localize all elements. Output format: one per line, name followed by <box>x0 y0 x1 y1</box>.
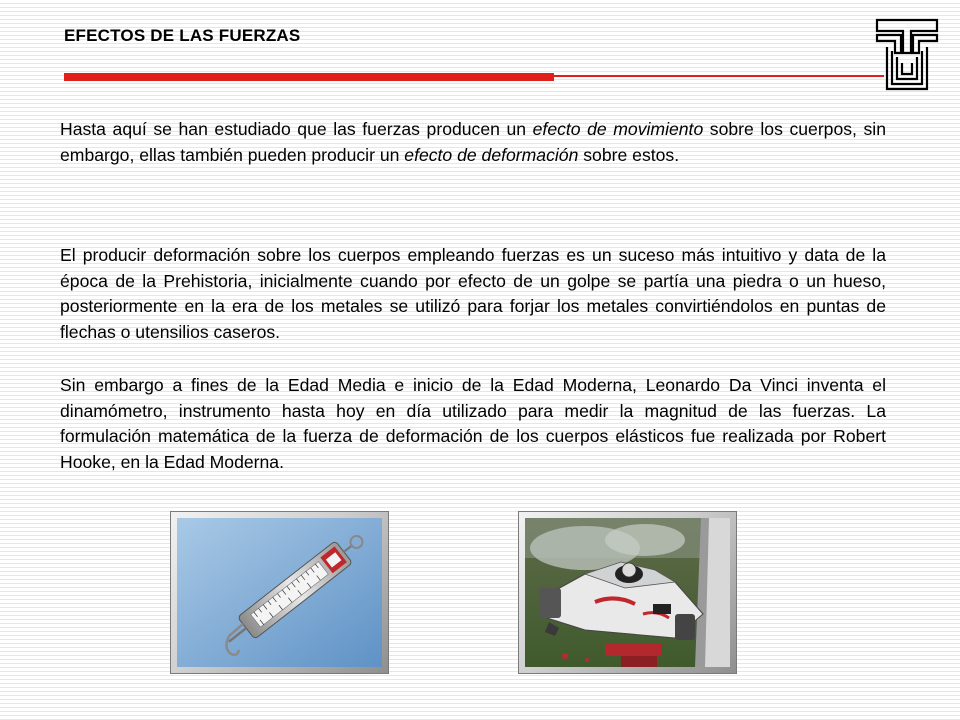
institution-logo-icon <box>874 17 940 93</box>
title-underline-thick <box>64 73 554 81</box>
slide-title: EFECTOS DE LAS FUERZAS <box>64 26 301 45</box>
paragraph-dinamometro: Sin embargo a fines de la Edad Media e inicio de la Edad Moderna, Leonardo Da Vinci inventa el dinamómetro, instrumento hasta hoy en día utilizado para medir la magnitud de las fuerzas. La formulación matemática de la fuerza de deformación de los cuerpos elásticos fue realizada por Robert Hooke, en la Edad Moderna. <box>60 375 886 472</box>
p1-emphasis-movement: efecto de movimiento <box>532 119 704 139</box>
p1-text-2: sobre los cuerpos, sin embargo, ellas también pueden producir un <box>60 119 886 165</box>
p1-text-3: sobre estos. <box>578 144 680 165</box>
title-underline-thin <box>554 75 884 77</box>
car-crash-photo <box>518 511 737 674</box>
paragraph-intro <box>60 117 886 168</box>
paragraph-prehistory: El producir deformación sobre los cuerpos empleando fuerzas es un suceso más intuitivo y data de la época de la Prehistoria, inicialmente cuando por efecto de un golpe se partía una piedra o un hueso, posteriormente en la era de los metales se utilizó para forjar los metales convirtiéndolos en puntas de flechas o utensilios caseros. <box>60 245 886 342</box>
spring-scale-photo <box>170 511 389 674</box>
p1-text-1: Hasta aquí se han estudiado que las fuerzas producen un <box>60 119 533 139</box>
p1-emphasis-deformation: efecto de deformación <box>404 144 579 165</box>
